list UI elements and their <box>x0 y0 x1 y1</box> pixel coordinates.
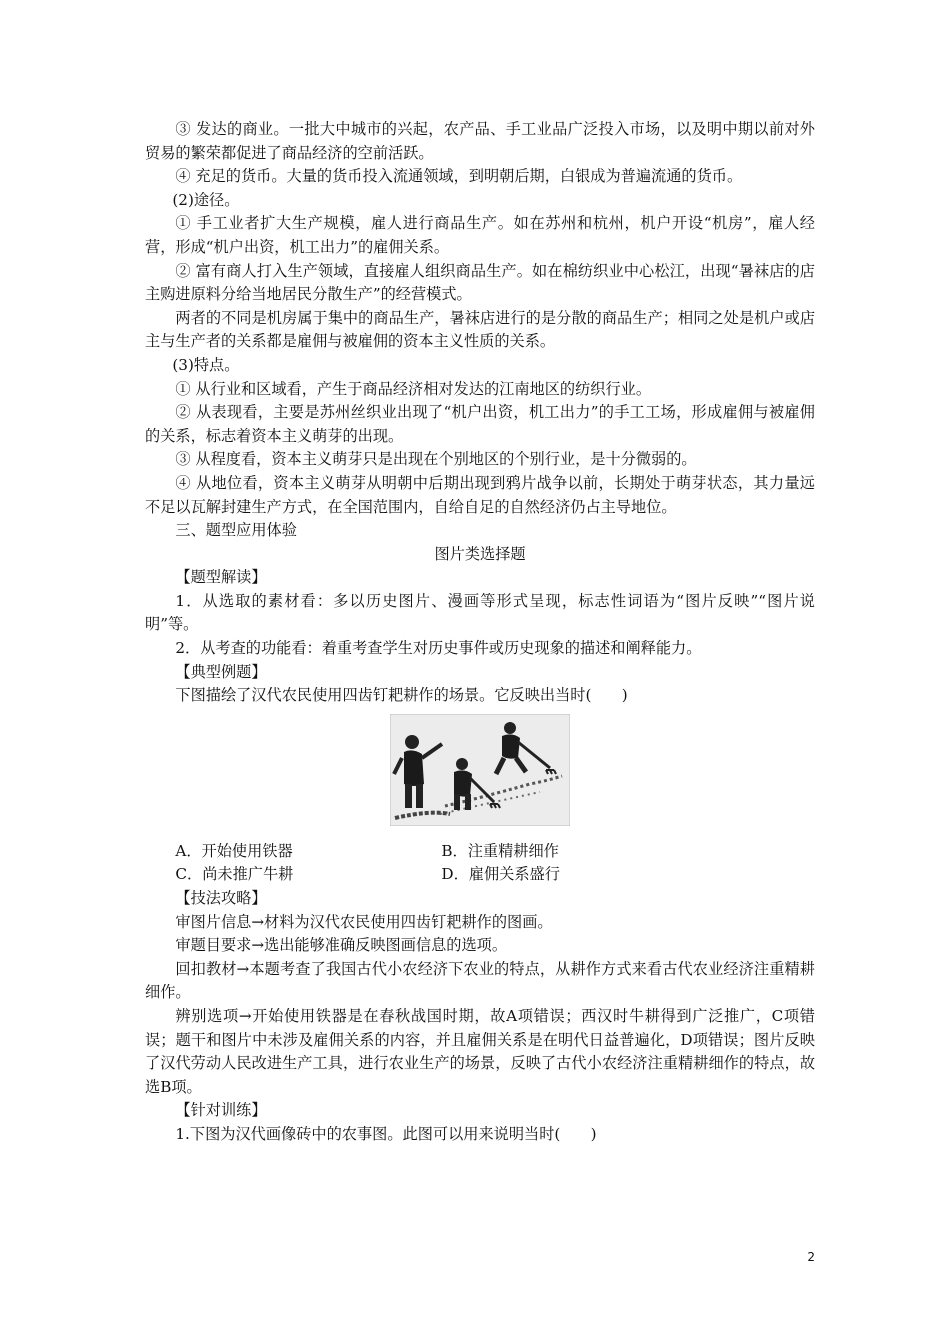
label-heading: 【题型解读】 <box>175 568 267 587</box>
paragraph: ④ 充足的货币。大量的货币投入流通领域，到明朝后期，白银成为普遍流通的货币。 <box>175 167 743 186</box>
label-heading: 【针对训练】 <box>175 1101 267 1120</box>
paragraph: (2)途径。 <box>172 190 240 209</box>
paragraph: ② 富有商人打入生产领域，直接雇人组织商品生产。如在棉纺织业中心松江，出现“暑袜店的店主购进原料分给当地居民分散生产”的经营模式。 <box>145 261 815 304</box>
section-title: 图片类选择题 <box>434 544 526 563</box>
option-d: D．雇佣关系盛行 <box>441 865 560 884</box>
paragraph: ② 从表现看，主要是苏州丝织业出现了“机户出资，机工出力”的手工工场，形成雇佣与被雇佣的关系，标志着资本主义萌芽的出现。 <box>145 403 815 445</box>
answer-options <box>145 840 815 887</box>
option-b: B．注重精耕细作 <box>441 841 559 860</box>
paragraph: ④ 从地位看，资本主义萌芽从明朝中后期出现到鸦片战争以前，长期处于萌芽状态，其力量远不足以瓦解封建生产方式，在全国范围内，自给自足的自然经济仍占主导地位。 <box>145 473 815 516</box>
paragraph: ① 手工业者扩大生产规模，雇人进行商品生产。如在苏州和杭州，机户开设“机房”，雇人经营，形成“机户出资，机工出力”的雇佣关系。 <box>145 214 815 256</box>
farming-scene-image <box>390 714 570 826</box>
paragraph: 两者的不同是机房属于集中的商品生产，暑袜店进行的是分散的商品生产；相同之处是机户或店主与生产者的关系都是雇佣与被雇佣的资本主义性质的关系。 <box>145 308 815 351</box>
question-stem: 1.下图为汉代画像砖中的农事图。此图可以用来说明当时( ) <box>175 1124 597 1143</box>
paragraph: 回扣教材→本题考查了我国古代小农经济下农业的特点，从耕作方式来看古代农业经济注重精耕细作。 <box>145 959 815 1002</box>
label-heading: 【典型例题】 <box>175 662 267 681</box>
paragraph: 辨别选项→开始使用铁器是在春秋战国时期，故A项错误；西汉时牛耕得到广泛推广，C项错误；题干和图片中未涉及雇佣关系的内容，并且雇佣关系是在明代日益普遍化，D项错误；图片反映了汉代劳动人民改进生产工具，进行农业生产的场景，反映了古代小农经济注重精耕细作的特点，故选B项。 <box>145 1007 815 1096</box>
page-number: 2 <box>807 1250 815 1264</box>
paragraph: 2．从考查的功能看：着重考查学生对历史事件或历史现象的描述和阐释能力。 <box>175 639 702 658</box>
label-heading: 【技法攻略】 <box>175 889 267 908</box>
paragraph: ③ 发达的商业。一批大中城市的兴起，农产品、手工业品广泛投入市场，以及明中期以前对外贸易的繁荣都促进了商品经济的空前活跃。 <box>145 120 815 162</box>
section-heading: 三、题型应用体验 <box>175 521 297 540</box>
paragraph: (3)特点。 <box>172 355 240 374</box>
paragraph: 1．从选取的素材看：多以历史图片、漫画等形式呈现，标志性词语为“图片反映”“图片说明”等。 <box>145 591 815 634</box>
paragraph: ③ 从程度看，资本主义萌芽只是出现在个别地区的个别行业，是十分微弱的。 <box>175 450 697 469</box>
body-text <box>145 118 815 1147</box>
question-stem: 下图描绘了汉代农民使用四齿钉耙耕作的场景。它反映出当时( ) <box>175 686 628 705</box>
farming-illustration <box>145 714 815 832</box>
paragraph: ① 从行业和区域看，产生于商品经济相对发达的江南地区的纺织行业。 <box>175 379 652 398</box>
paragraph: 审题目要求→选出能够准确反映图画信息的选项。 <box>175 936 508 955</box>
paragraph: 审图片信息→材料为汉代农民使用四齿钉耙耕作的图画。 <box>175 912 553 931</box>
option-c: C．尚未推广牛耕 <box>175 865 294 884</box>
option-a: A．开始使用铁器 <box>175 841 293 860</box>
